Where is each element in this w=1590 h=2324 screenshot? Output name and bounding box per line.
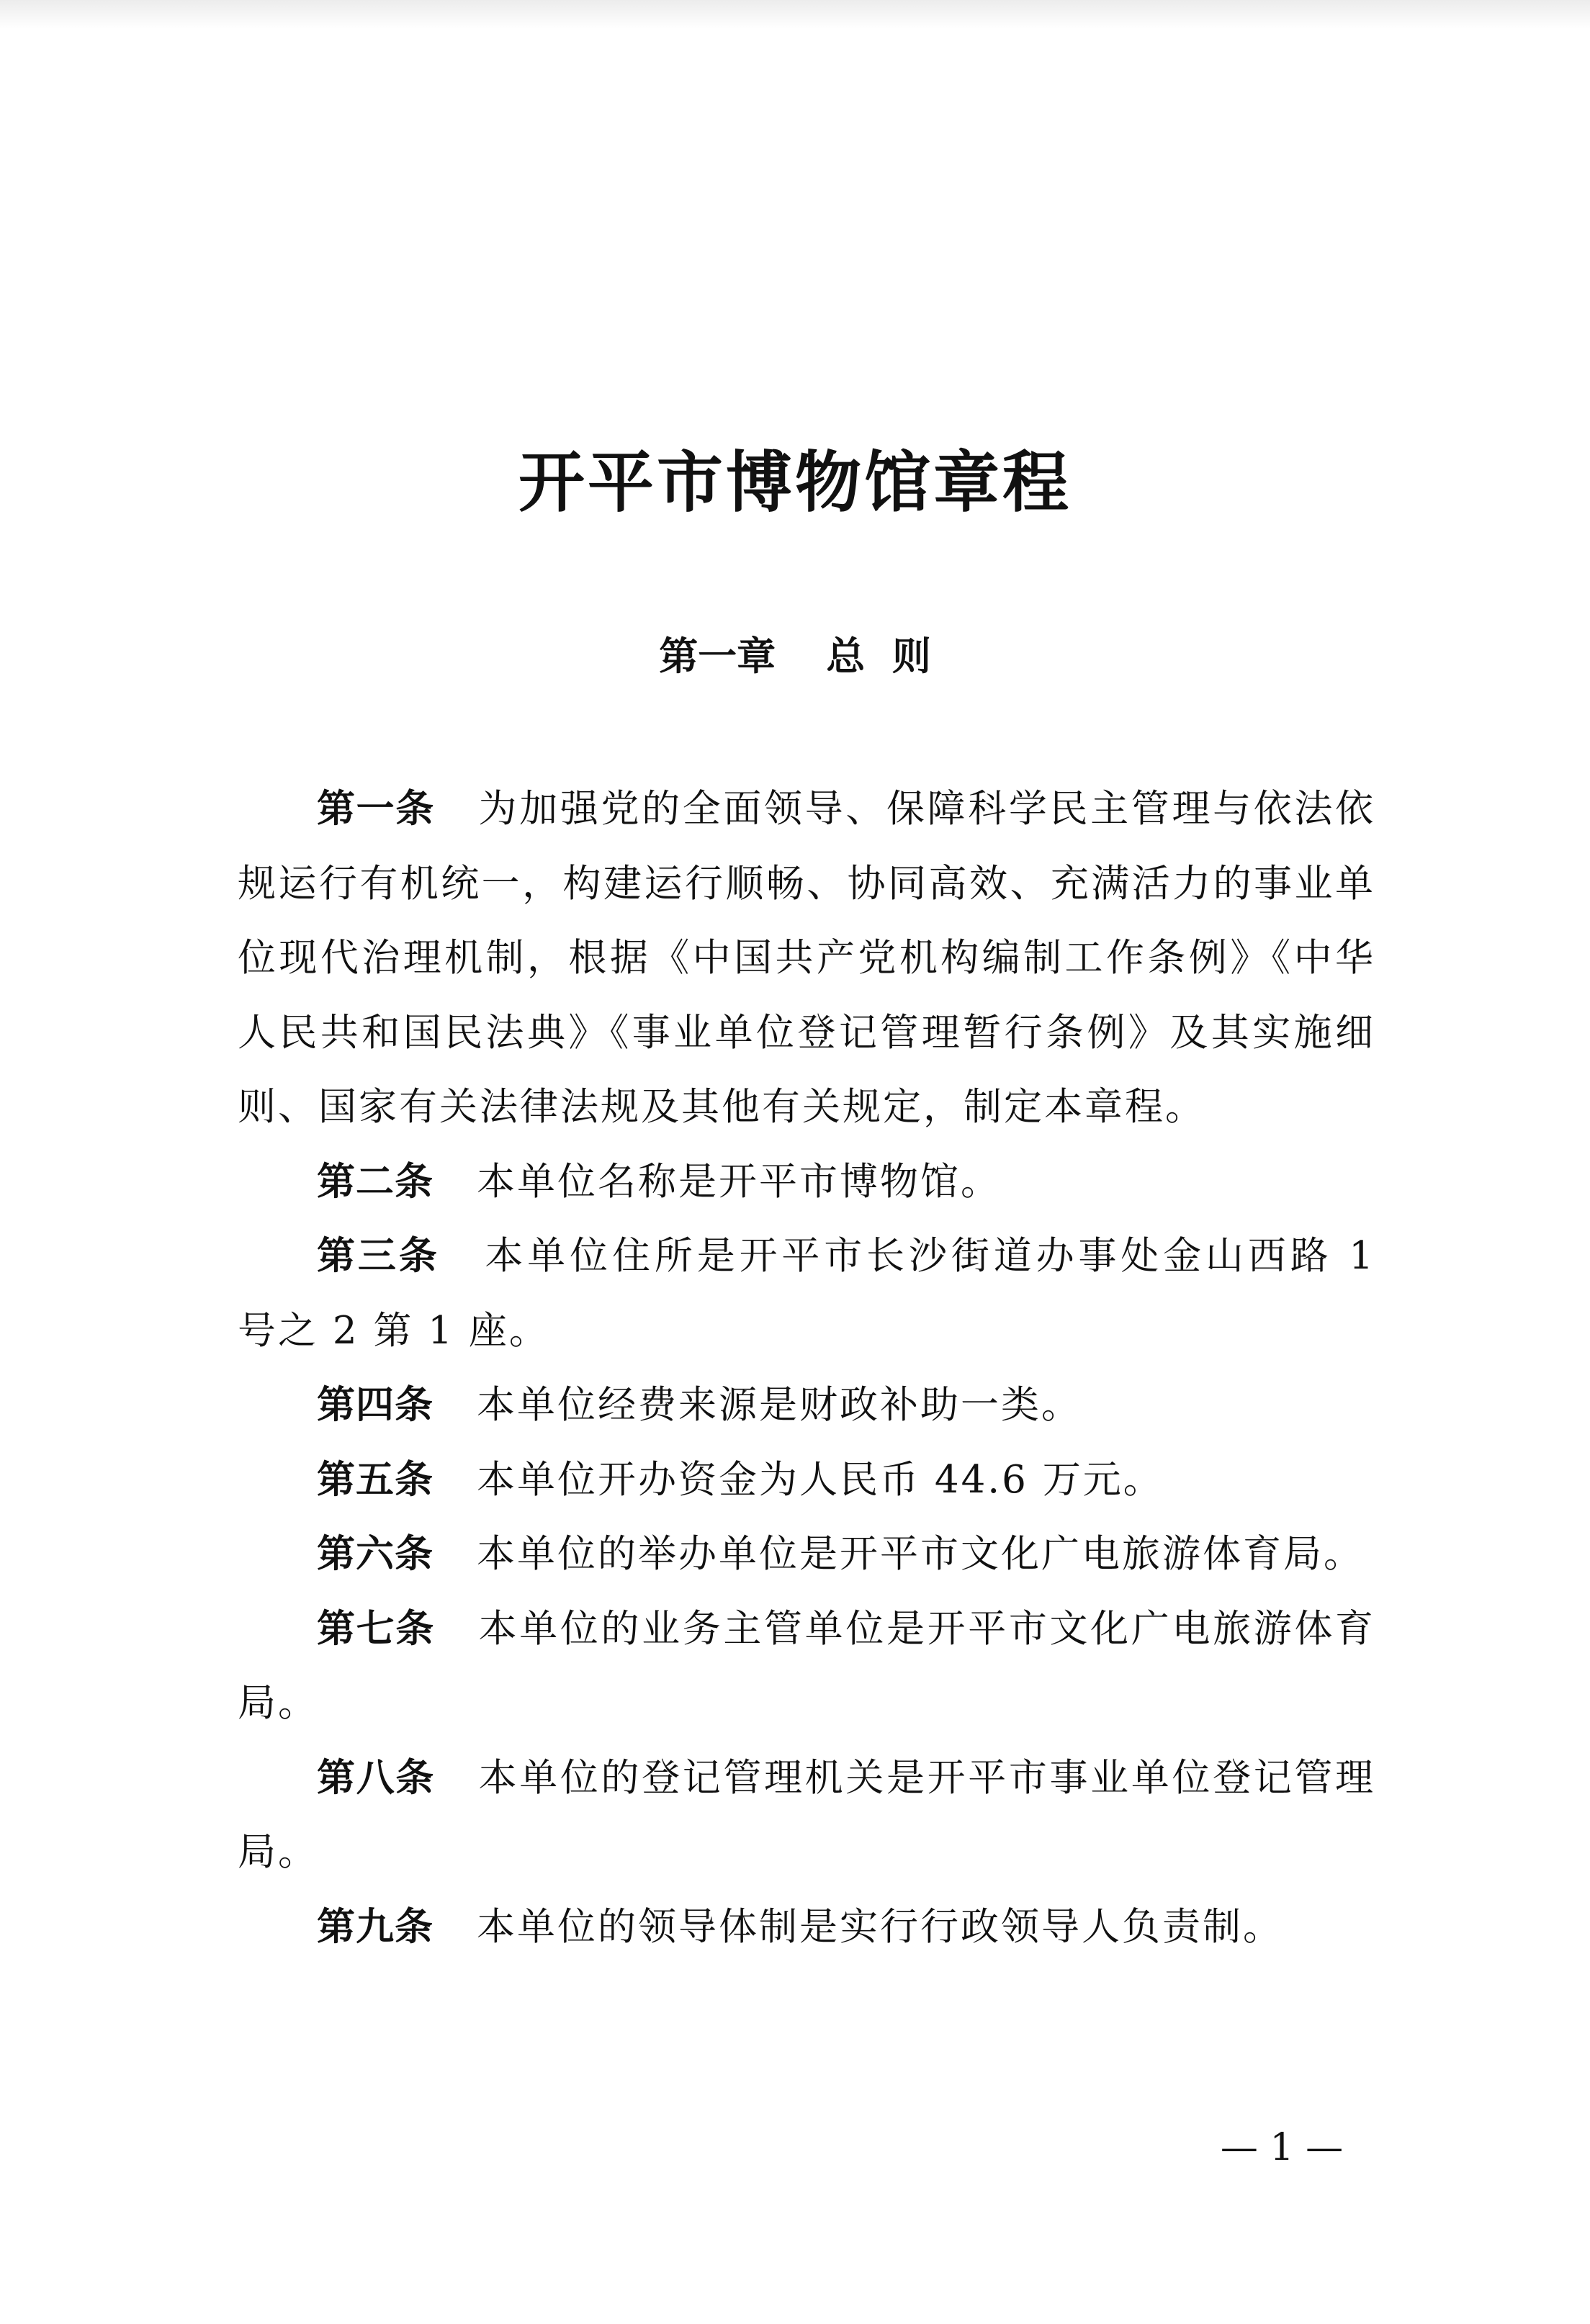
article-1: [238, 772, 1375, 1145]
article-text: 本单位的举办单位是开平市文化广电旅游体育局。: [477, 1532, 1364, 1576]
article-text: 本单位的登记管理机关是开平市事业单位登记管理局。: [238, 1755, 1376, 1874]
article-4: [238, 1368, 1375, 1443]
article-3: [238, 1219, 1375, 1368]
article-text: 为加强党的全面领导、保障科学民主管理与依法依规运行有机统一，构建运行顺畅、协同高效、充满活力的事业单位现代治理机制，根据《中国共产党机构编制工作条例》《中华人民共和国民法典》《事业单位登记管理暂行条例》及其实施细则、国家有关法律法规及其他有关规定，制定本章程。: [238, 787, 1376, 1129]
article-7: [238, 1592, 1375, 1741]
article-5: [238, 1443, 1375, 1518]
chapter-heading: [0, 628, 1590, 685]
article-9: [238, 1890, 1375, 1965]
article-number: 第四条: [317, 1383, 434, 1427]
article-number: 第八条: [317, 1755, 435, 1800]
article-text: 本单位开办资金为人民币 44.6 万元。: [477, 1457, 1164, 1502]
article-number: 第九条: [317, 1904, 434, 1949]
article-text: 本单位经费来源是财政补助一类。: [477, 1383, 1082, 1427]
article-text: 本单位住所是开平市长沙街道办事处金山西路 1 号之 2 第 1 座。: [238, 1234, 1375, 1353]
article-8: [238, 1741, 1375, 1890]
article-number: 第三条: [317, 1234, 440, 1278]
chapter-name: 总 则: [826, 634, 931, 679]
article-6: [238, 1517, 1375, 1592]
document-title: 开平市博物馆章程: [518, 443, 1072, 521]
page-number: — 1 —: [1220, 2126, 1344, 2169]
article-text: 本单位的业务主管单位是开平市文化广电旅游体育局。: [238, 1606, 1376, 1725]
article-number: 第七条: [317, 1606, 435, 1651]
article-text: 本单位名称是开平市博物馆。: [477, 1159, 1001, 1204]
article-number: 第五条: [317, 1457, 434, 1502]
chapter-number: 第一章: [659, 634, 776, 679]
article-number: 第六条: [317, 1532, 434, 1576]
article-number: 第一条: [317, 787, 435, 831]
article-text: 本单位的领导体制是实行行政领导人负责制。: [477, 1904, 1283, 1949]
article-2: [238, 1145, 1375, 1220]
article-number: 第二条: [317, 1159, 434, 1204]
articles-body: [238, 772, 1375, 1964]
scan-edge-shadow: [0, 0, 1590, 29]
